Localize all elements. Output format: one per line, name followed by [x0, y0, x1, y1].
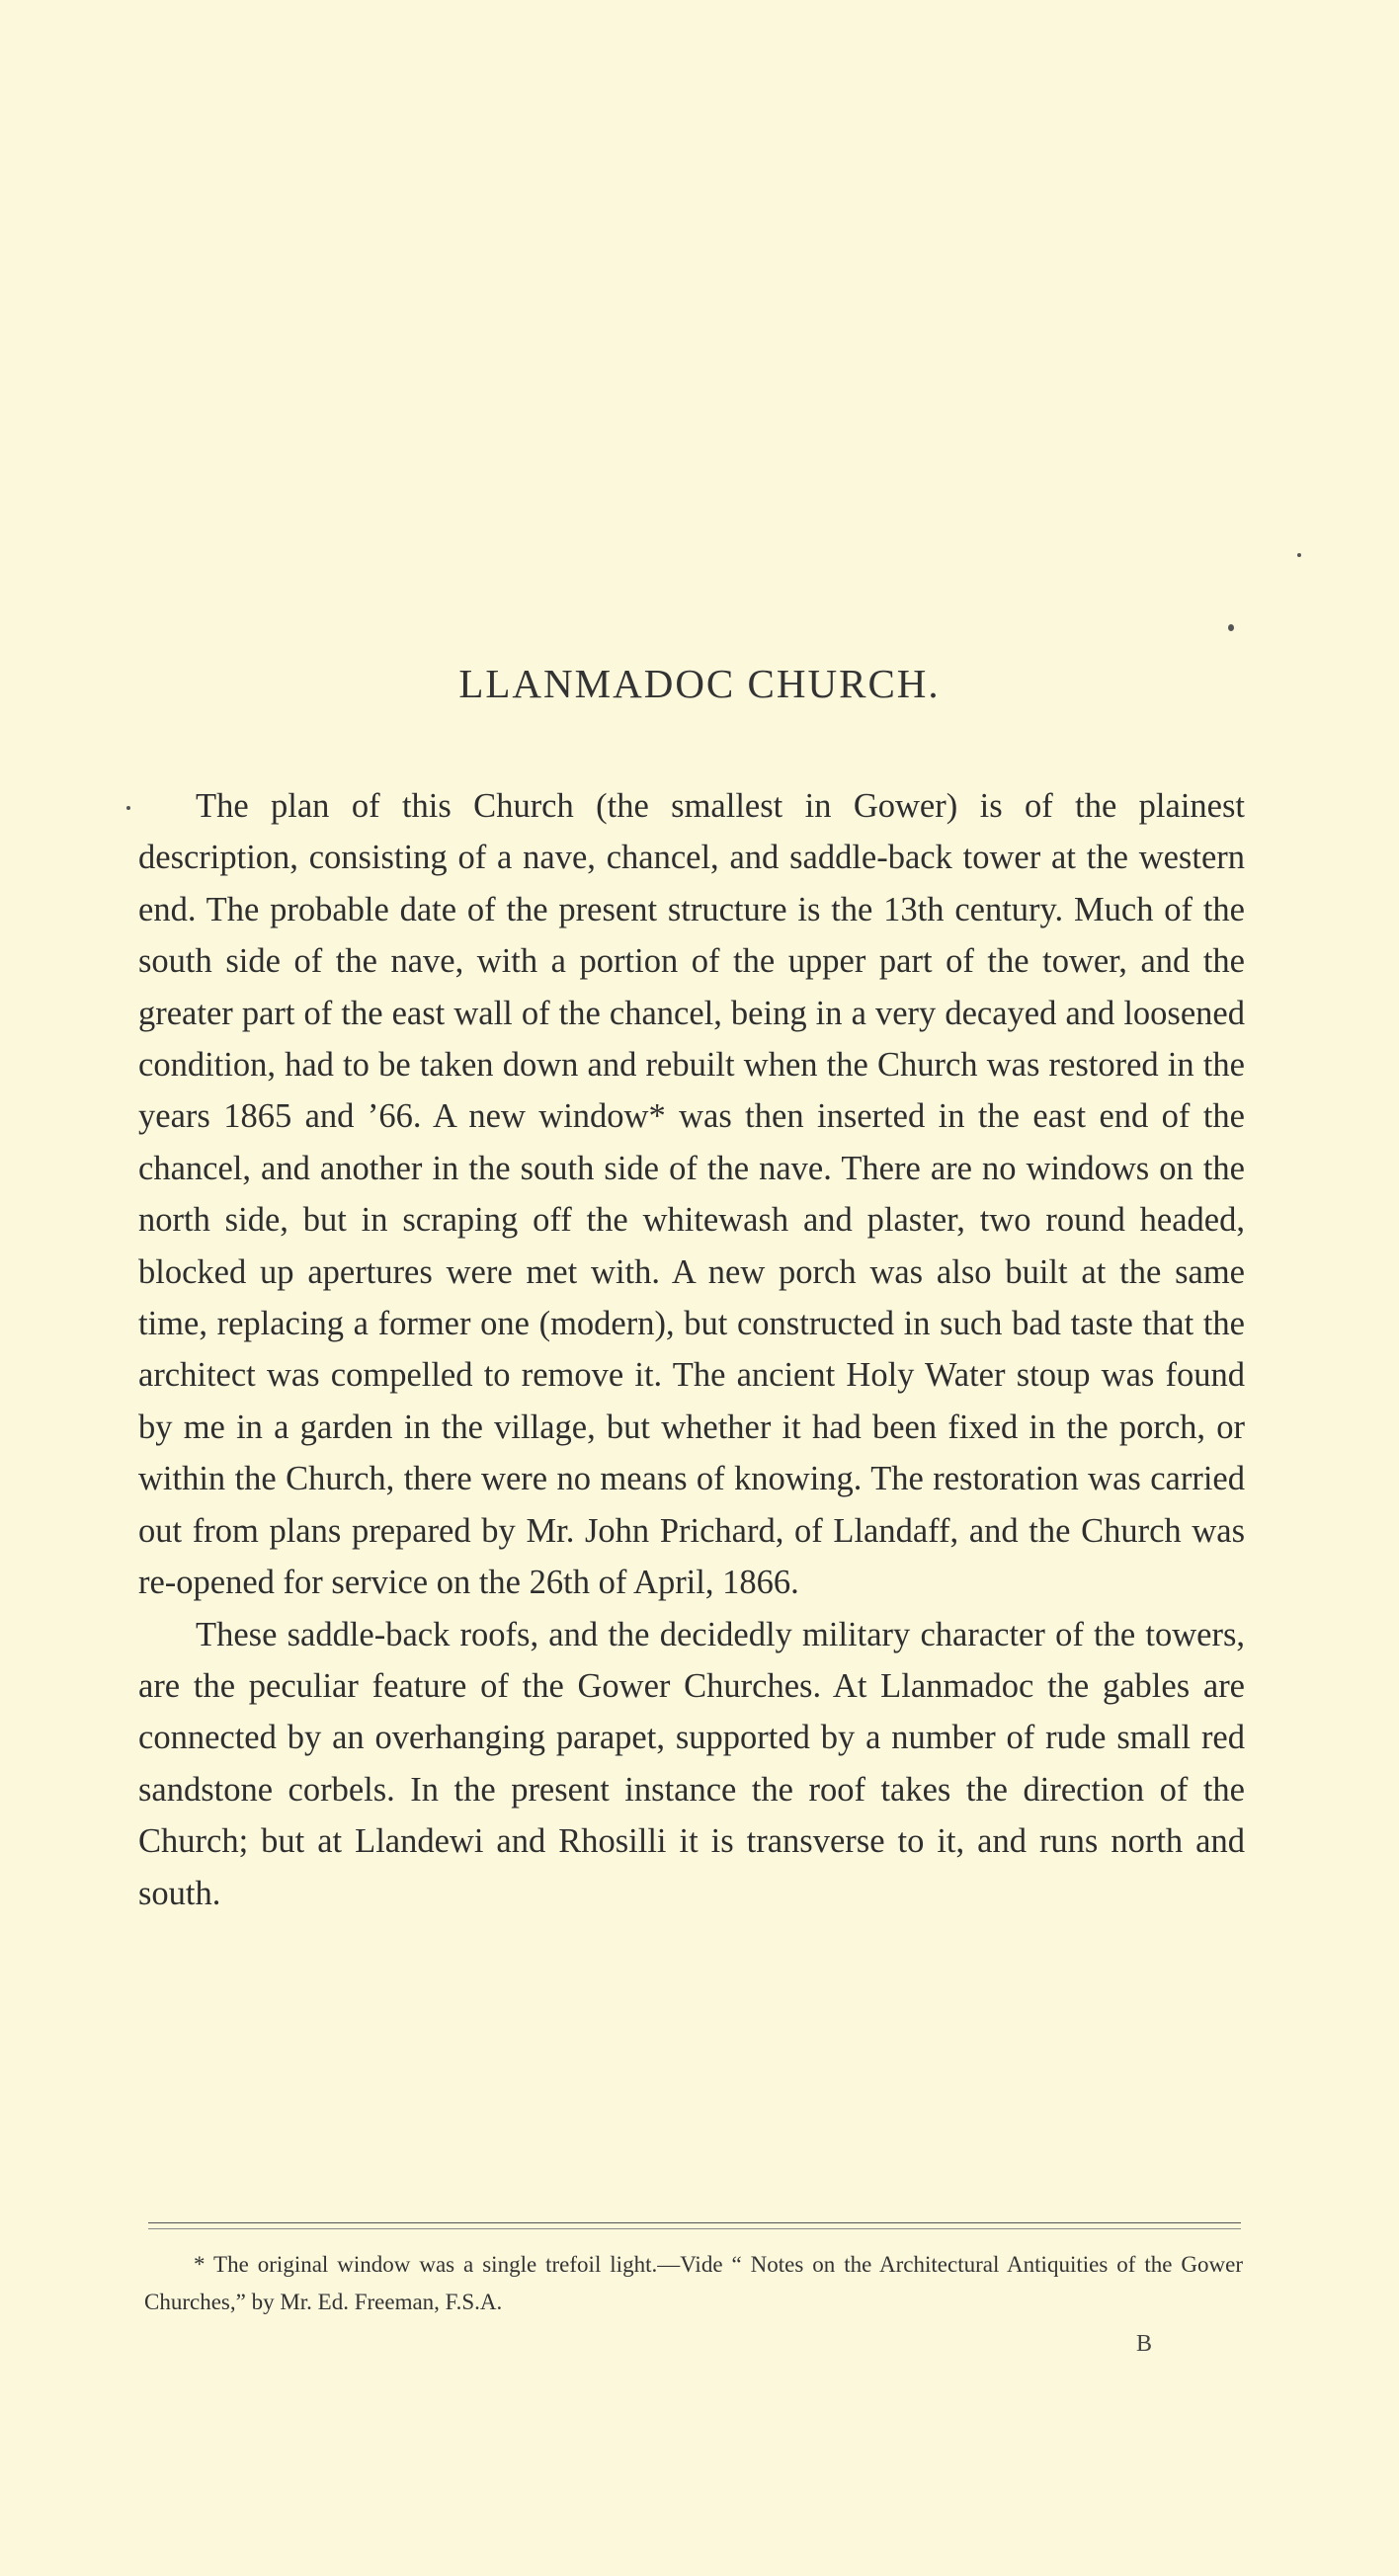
footnote — [144, 2246, 1243, 2321]
page-title: LLANMADOC CHURCH. — [458, 661, 941, 706]
ink-speck — [1228, 624, 1234, 631]
footnote-text: * The original window was a single trefoil light.—Vide “ Notes on the Architectural Antiquities of the Gower Churches,” by Mr. Ed. Freeman, F.S.A. — [144, 2252, 1243, 2314]
paragraph-2: These saddle-back roofs, and the decidedly military character of the towers, are the peculiar feature of the Gower Churches. At Llanmadoc the gables are connected by an overhanging parapet, supported by a number of rude small red sandstone corbels. In the present instance the roof takes the direction of the Church; but at Llandewi and Rhosilli it is transverse to it, and runs north and south. — [138, 1615, 1245, 1912]
footnote-divider — [148, 2222, 1241, 2223]
ink-speck — [126, 806, 130, 810]
signature-mark: B — [1136, 2331, 1153, 2357]
main-text — [138, 780, 1245, 1919]
ink-speck — [1297, 553, 1301, 557]
paragraph-1: The plan of this Church (the smallest in Gower) is of the plainest description, consisting of a nave, chancel, and saddle-back tower at the western end. The probable date of the present structure is the 13th century. Much of the south side of the nave, with a portion of the upper part of the tower, and the greater part of the east wall of the chancel, being in a very decayed and loosened condition, had to be taken down and rebuilt when the Church was restored in the years 1865 and ’66. A new window* was then inserted in the east end of the chancel, and another in the south side of the nave. There are no windows on the north side, but in scraping off the whitewash and plaster, two round headed, blocked up apertures were met with. A new porch was also built at the same time, replacing a former one (modern), but constructed in such bad taste that the architect was compelled to remove it. The ancient Holy Water stoup was found by me in a garden in the village, but whether it had been fixed in the porch, or within the Church, there were no means of knowing. The restoration was carried out from plans prepared by Mr. John Prichard, of Llandaff, and the Church was re-opened for service on the 26th of April, 1866. — [138, 787, 1245, 1602]
footnote-divider-secondary — [148, 2228, 1241, 2229]
